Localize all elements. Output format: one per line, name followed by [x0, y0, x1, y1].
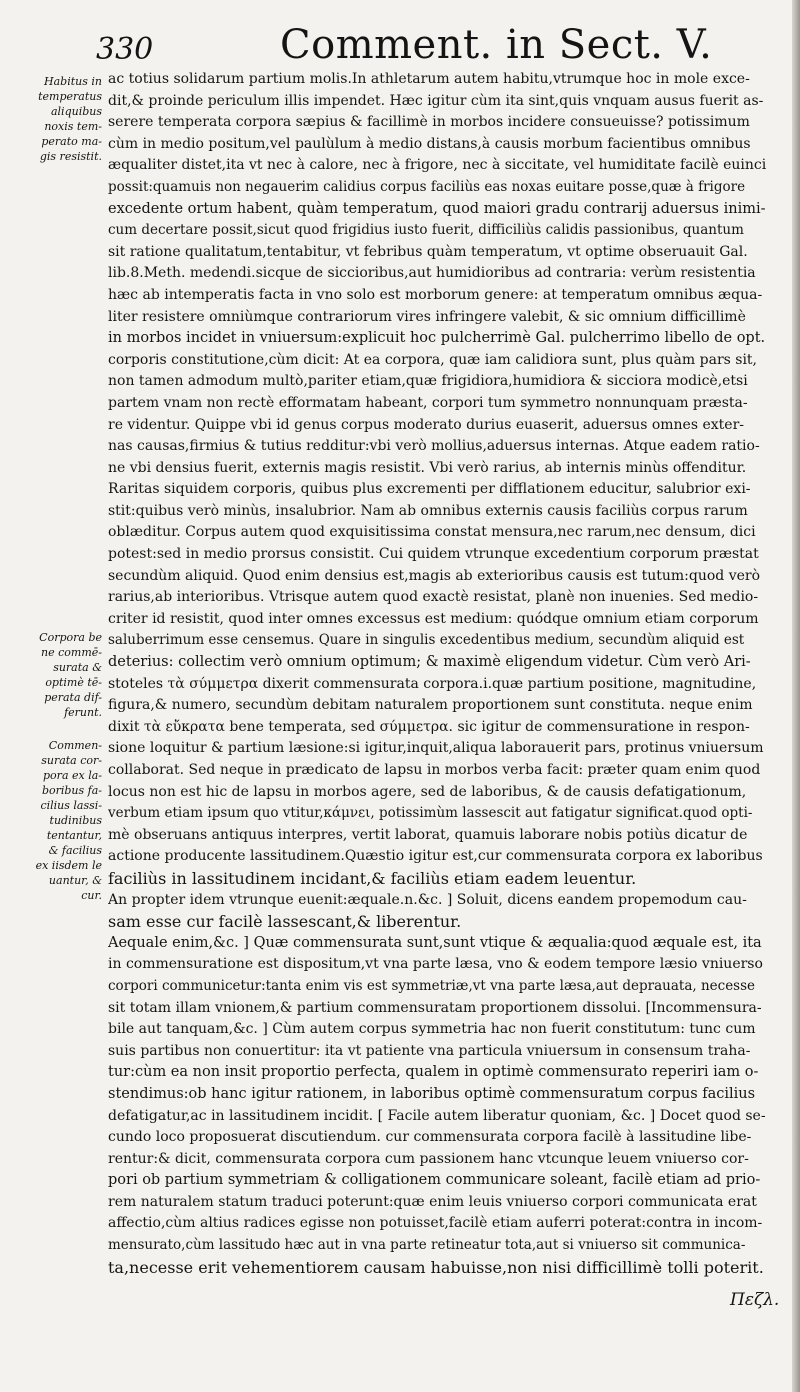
text-line: mensurato,cùm lassitudo hæc aut in vna parte retineatur tota,aut si vniuerso sit communica-	[108, 1237, 746, 1254]
text-line: dixit τὰ εὔκρατα bene temperata, sed σύμμετρα. sic igitur de commensuratione in respon-	[108, 718, 750, 735]
margin-note-line: Commen-	[48, 739, 102, 752]
catchword: Πεζλ.	[730, 1290, 780, 1310]
margin-note-line: tudinibus	[49, 814, 102, 827]
text-line: corpori communicetur:tanta enim vis est symmetriæ,vt vna parte læsa,aut deprauata, necesse	[108, 977, 756, 994]
text-line: bile aut tanquam,&c. ] Cùm autem corpus symmetria hac non fuerit constitutum: tunc cum	[108, 1021, 756, 1038]
text-line: Aequale enim,&c. ] Quæ commensurata sunt,sunt vtique & æqualia:quod æquale est, ita	[108, 934, 762, 951]
text-line: re videntur. Quippe vbi id genus corpus moderato durius euaserit, aduersus omnes exter-	[108, 416, 744, 433]
text-line: non tamen admodum multò,pariter etiam,quæ frigidiora,humidiora & sicciora modicè,etsi	[108, 373, 748, 390]
margin-note-line: ex iisdem le	[35, 859, 102, 872]
margin-note-line: pora ex la-	[43, 769, 102, 782]
text-line: stit:quibus verò minùs, insalubrior. Nam ab omnibus externis causis faciliùs corpus rarum	[108, 502, 748, 519]
text-line: sam esse cur facilè lassescant,& liberentur.	[108, 912, 462, 932]
text-line: rem naturalem statum traduci poterunt:quæ enim leuis vniuerso corpori communicata erat	[108, 1193, 757, 1210]
text-line: partem vnam non rectè efformatam habeant, corpori tum symmetro nonnunquam præsta-	[108, 394, 748, 411]
text-line: sit totam illam vnionem,& partium commensuratam proportionem dissolui. [Incommensura-	[108, 999, 762, 1016]
page-number: 330	[96, 32, 154, 67]
body-text	[108, 69, 766, 1278]
margin-note-line: noxis tem-	[44, 120, 102, 133]
text-line: tur:cùm ea non insit proportio perfecta, qualem in optimè commensurato reperiri iam o-	[108, 1064, 759, 1081]
text-line: Raritas siquidem corporis, quibus plus excrementi per difflationem educitur, salubrior exi-	[108, 481, 751, 498]
margin-note-line: Corpora be	[39, 631, 102, 644]
text-line: affectio,cùm altius radices egisse non potuisset,facilè etiam auferri poterat:contra in incom-	[108, 1215, 763, 1232]
text-line: saluberrimum esse censemus. Quare in singulis excedentibus medium, secundùm aliquid est	[108, 632, 745, 649]
text-line: actione producente lassitudinem.Quæstio igitur est,cur commensurata corpora ex laboribus	[108, 848, 763, 865]
text-line: liter resistere omniùmque contrariorum vires infringere valebit, & sic omnium difficillimè	[108, 308, 746, 325]
text-line: mè obseruans antiquus interpres, vertit laborat, quamuis laborare nobis potiùs dicatur de	[108, 826, 748, 843]
text-line: excedente ortum habent, quàm temperatum, quod maiori gradu contrarij aduersus inimi-	[108, 200, 766, 217]
text-line: secundùm aliquid. Quod enim densius est,magis ab exterioribus causis est tutum:quod verò	[108, 567, 761, 584]
text-line: defatigatur,ac in lassitudinem incidit. [ Facile autem liberatur quoniam, &c. ] Docet quod se-	[108, 1107, 766, 1124]
margin-note-line: Habitus in	[44, 75, 102, 88]
margin-note-line: ferunt.	[64, 706, 102, 719]
margin-note-line: ne commē-	[41, 646, 102, 659]
text-line: hæc ab intemperatis facta in vno solo est morborum genere: at temperatum omnibus æqua-	[108, 286, 763, 303]
text-line: ac totius solidarum partium molis.In athletarum autem habitu,vtrumque hoc in mole exce-	[108, 71, 750, 87]
text-line: ne vbi densius fuerit, externis magis resistit. Vbi verò rarius, ab internis minùs offenditur.	[108, 459, 747, 476]
text-line: serere temperata corpora sæpius & facillimè in morbos incidere consueuisse? potissimum	[108, 114, 750, 131]
margin-note-line: aliquibus	[50, 105, 102, 118]
margin-note-line: uantur, &	[48, 874, 102, 887]
text-line: sit ratione qualitatum,tentabitur, vt febribus quàm temperatum, vt optime obseruauit Gal.	[108, 243, 748, 260]
text-line: deterius: collectim verò omnium optimum; & maximè eligendum videtur. Cùm verò Ari-	[108, 654, 751, 671]
margin-note-line: & facilius	[48, 844, 102, 857]
text-line: faciliùs in lassitudinem incidant,& faciliùs etiam eadem leuentur.	[108, 868, 637, 888]
text-line: collaborat. Sed neque in prædicato de lapsu in morbos verba facit: præter quam enim quod	[108, 762, 761, 778]
margin-note-line: gis resistit.	[39, 150, 102, 163]
running-head: Comment. in Sect. V.	[280, 22, 713, 68]
text-line: lib.8.Meth. medendi.sicque de siccioribus,aut humidioribus ad contraria: verùm resistentia	[108, 265, 756, 282]
text-line: rentur:& dicit, commensurata corpora cum passionem hanc vtcunque leuem vniuerso cor-	[108, 1150, 749, 1167]
text-line: cùm in medio positum,vel paulùlum à medio distans,à causis morbum facientibus omnibus	[108, 135, 751, 152]
text-line: stendimus:ob hanc igitur rationem, in laboribus optimè commensuratum corpus facilius	[108, 1085, 756, 1102]
text-line: cundo loco proposuerat discutiendum. cur commensurata corpora facilè à lassitudine libe-	[108, 1129, 752, 1146]
page-edge	[792, 0, 800, 1392]
margin-note-line: surata &	[53, 661, 102, 674]
margin-note-line: perato ma-	[41, 135, 102, 148]
page-header	[96, 22, 756, 72]
margin-note-line: surata cor-	[41, 754, 102, 767]
text-line: verbum etiam ipsum quo vtitur,κάμνει, potissimùm lassescit aut fatigatur significat.quod opti-	[108, 805, 753, 822]
text-line: dit,& proinde periculum illis impendet. Hæc igitur cùm ita sint,quis vnquam ausus fuerit as-	[108, 92, 764, 109]
text-line: sione loquitur & partium læsione:si igitur,inquit,aliqua laborauerit pars, protinus vniuersum	[108, 740, 764, 757]
text-line: figura,& numero, secundùm debitam naturalem proportionem sunt constituta. neque enim	[108, 697, 753, 714]
text-line: ta,necesse erit vehementiorem causam habuisse,non nisi difficillimè tolli poterit.	[108, 1257, 764, 1277]
margin-note-3	[8, 738, 102, 903]
margin-note-2	[8, 630, 102, 720]
text-line: suis partibus non conuertitur: ita vt patiente vna particula vniuersum in consensum traha-	[108, 1042, 751, 1059]
text-line: nas causas,firmius & tutius redditur:vbi verò mollius,aduersus internas. Atque eadem ratio-	[108, 438, 760, 455]
text-line: possit:quamuis non negauerim calidius corpus faciliùs eas noxas euitare posse,quæ à frigore	[108, 178, 746, 195]
text-line: criter id resistit, quod inter omnes excessus est medium: quódque omnium etiam corporum	[108, 610, 759, 627]
text-line: potest:sed in medio prorsus consistit. Cui quidem vtrunque excedentium corporum præstat	[108, 546, 759, 563]
margin-note-line: cur.	[81, 889, 102, 902]
margin-note-line: tentantur,	[46, 829, 102, 842]
margin-note-line: boribus fa-	[41, 784, 102, 797]
margin-note-line: perata dif-	[44, 691, 102, 704]
text-line: oblæditur. Corpus autem quod exquisitissima constat mensura,nec rarum,nec densum, dici	[108, 524, 756, 541]
text-line: cum decertare possit,sicut quod frigidius iusto fuerit, difficiliùs calidis passionibus, quantum	[108, 222, 744, 239]
margin-note-1	[8, 74, 102, 164]
text-line: in morbos incidet in vniuersum:explicuit hoc pulcherrimè Gal. pulcherrimo libello de opt.	[108, 330, 766, 347]
text-line: rarius,ab interioribus. Vtrisque autem quod exactè resistat, planè non inuenies. Sed medio-	[108, 589, 759, 606]
margin-note-line: cilius lassi-	[40, 799, 102, 812]
text-line: pori ob partium symmetriam & colligationem communicare soleant, facilè etiam ad prio-	[108, 1172, 761, 1189]
text-line: in commensuratione est dispositum,vt vna parte læsa, vno & eodem tempore læsio vniuerso	[108, 956, 763, 973]
text-line: locus non est hic de lapsu in morbos agere, sed de laboribus, & de causis defatigationum,	[108, 783, 747, 800]
text-line: corporis constitutione,cùm dicit: At ea corpora, quæ iam calidiora sunt, plus quàm pars sit,	[108, 351, 758, 368]
text-line: æqualiter distet,ita vt nec à calore, nec à frigore, nec à siccitate, vel humiditate facilè euinci	[108, 157, 766, 174]
text-line: An propter idem vtrunque euenit:æquale.n.&c. ] Soluit, dicens eandem propemodum cau-	[108, 891, 747, 908]
margin-note-line: optimè tē-	[45, 676, 102, 689]
margin-note-line: temperatus	[38, 90, 102, 103]
text-line: stoteles τὰ σύμμετρα dixerit commensurata corpora.i.quæ partium positione, magnitudine,	[108, 675, 757, 692]
